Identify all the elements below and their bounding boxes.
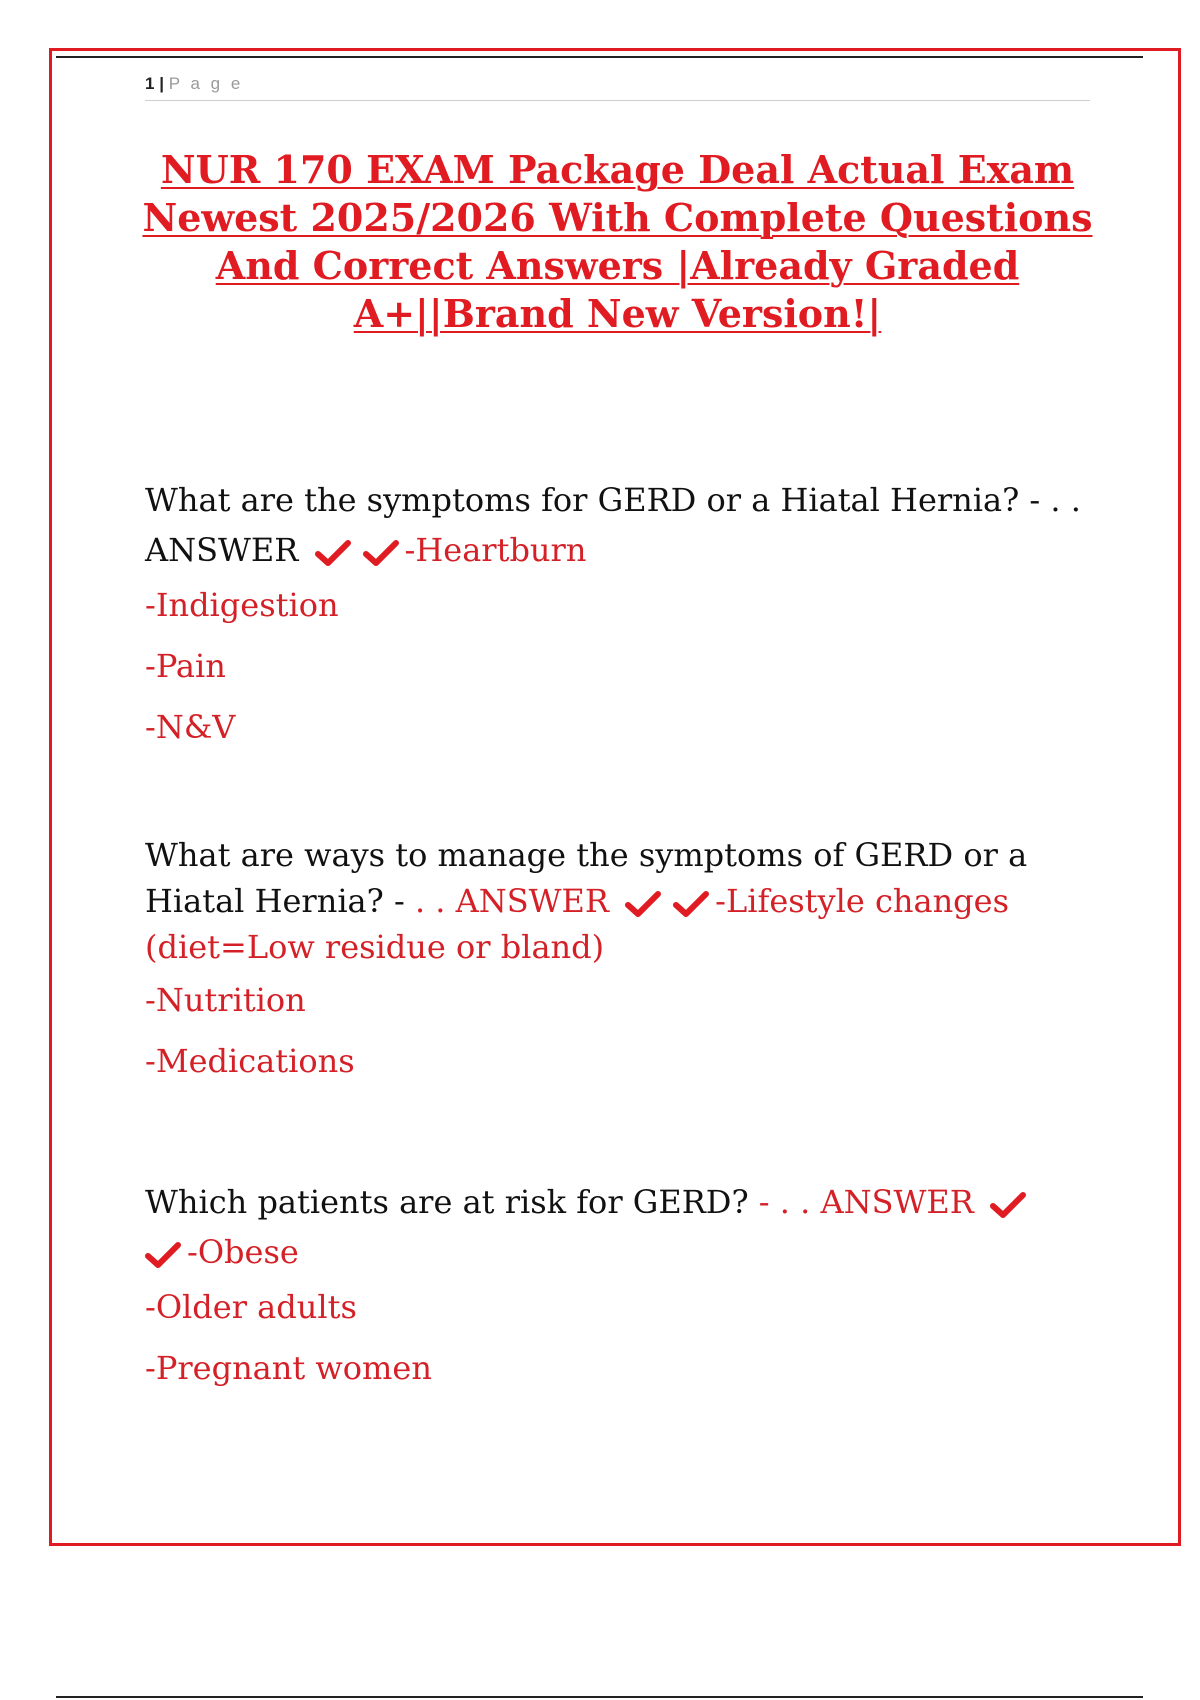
checkmark-icon — [145, 1241, 181, 1269]
qa-block-2 — [145, 832, 1085, 1092]
top-rule — [56, 56, 1143, 58]
answer-item: -Medications — [145, 1042, 355, 1080]
page-separator: | — [159, 74, 164, 93]
answer-item: -Nutrition — [145, 981, 306, 1019]
qa-block-1 — [145, 475, 1085, 758]
page-number: 1 — [145, 74, 155, 93]
checkmark-icon — [363, 539, 399, 567]
answer-label: - . . ANSWER — [758, 1183, 974, 1221]
answer-item: -Lifestyle changes (diet=Low residue or bland) — [145, 882, 1010, 966]
bottom-rule — [56, 1696, 1143, 1698]
question-text: Which patients are at risk for GERD? — [145, 1183, 749, 1221]
page-header — [145, 74, 1090, 101]
checkmark-icon — [625, 890, 661, 918]
answer-label: ANSWER — [145, 531, 299, 569]
answer-item: -Heartburn — [404, 531, 587, 569]
checkmark-icon — [673, 890, 709, 918]
checkmark-icon — [315, 539, 351, 567]
qa-block-3 — [145, 1177, 1085, 1399]
question-text: What are ways to manage the symptoms of GERD or a Hiatal Hernia? - — [145, 836, 1028, 920]
answer-item: -Pain — [145, 647, 226, 685]
answer-label: . . ANSWER — [414, 882, 609, 920]
answer-item: -Pregnant women — [145, 1349, 432, 1387]
answer-item: -Obese — [187, 1233, 299, 1271]
checkmark-icon — [990, 1191, 1026, 1219]
page-label: P a g e — [168, 74, 244, 93]
document-title: NUR 170 EXAM Package Deal Actual Exam Newest 2025/2026 With Complete Questions And Correct Answers |Already Graded A+||Brand New Version!| — [142, 147, 1093, 336]
answer-item: -Older adults — [145, 1288, 357, 1326]
answer-item: -N&V — [145, 708, 236, 746]
question-text: What are the symptoms for GERD or a Hiatal Hernia? - . . — [145, 481, 1081, 519]
answer-item: -Indigestion — [145, 586, 339, 624]
